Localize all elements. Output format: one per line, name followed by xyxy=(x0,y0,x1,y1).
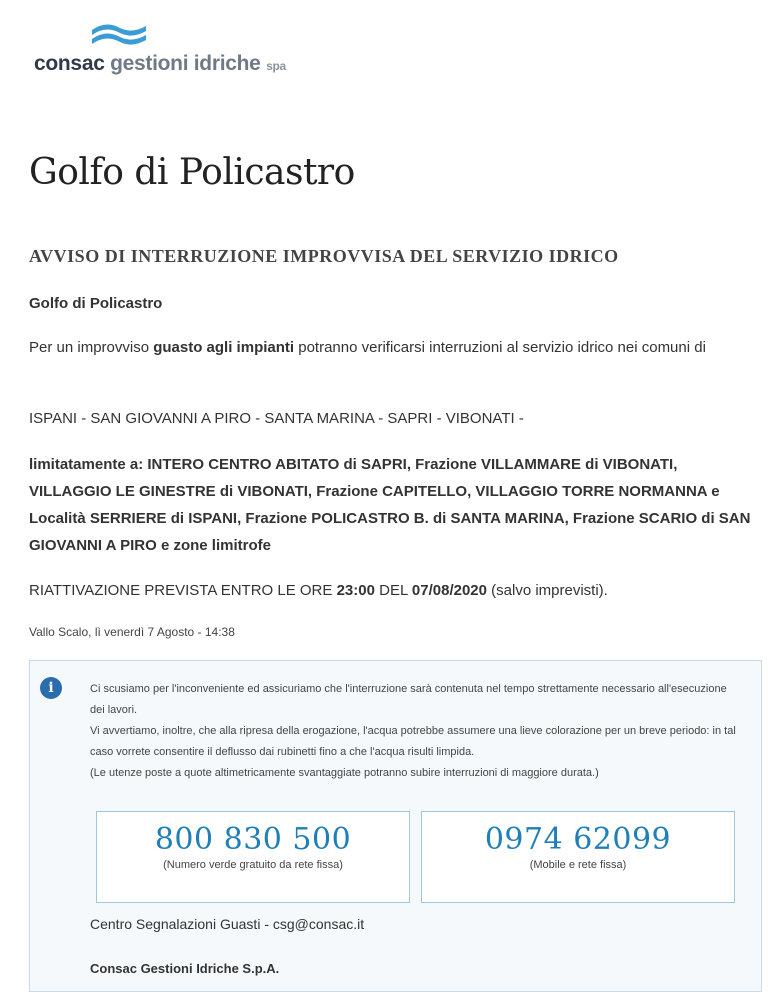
logo-text-consac: consac xyxy=(34,52,105,75)
dateline: Vallo Scalo, lì venerdì 7 Agosto - 14:38 xyxy=(29,625,235,639)
logo-text-spa: spa xyxy=(266,59,286,73)
logo-text-gestioni: gestioni idriche xyxy=(110,52,261,75)
intro-text-1: Per un improvviso xyxy=(29,339,154,356)
phone-caption-toll-free: (Numero verde gratuito da rete fissa) xyxy=(163,859,343,871)
info-text xyxy=(90,679,740,784)
phone-box-mobile[interactable] xyxy=(421,811,735,903)
logo-wordmark xyxy=(34,52,286,76)
notice-heading: AVVISO DI INTERRUZIONE IMPROVVISA DEL SERVIZIO IDRICO xyxy=(29,246,619,266)
info-box xyxy=(29,660,762,992)
page-title: Golfo di Policastro xyxy=(29,152,355,193)
info-line-3: (Le utenze poste a quote altimetricamente svantaggiate potranno subire interruzioni di maggiore durata.) xyxy=(90,767,599,779)
reactivation-text-1: RIATTIVAZIONE PREVISTA ENTRO LE ORE xyxy=(29,582,337,599)
reactivation-notice xyxy=(29,578,608,603)
intro-text-2: potranno verificarsi interruzioni al servizio idrico nei comuni di xyxy=(294,339,706,356)
info-icon: i xyxy=(40,677,62,699)
phone-number-mobile[interactable]: 0974 62099 xyxy=(484,822,672,857)
phone-number-toll-free[interactable]: 800 830 500 xyxy=(154,822,352,857)
info-line-2: Vi avvertiamo, inoltre, che alla ripresa della erogazione, l'acqua potrebbe assumere una lieve colorazione per un breve periodo: in tal caso vorrete consentire il deflusso dai rubinetti fino a che l'acqua risulti limpida. xyxy=(90,725,736,758)
limited-areas: limitatamente a: INTERO CENTRO ABITATO di SAPRI, Frazione VILLAMMARE di VIBONATI, VILLAGGIO LE GINESTRE di VIBONATI, Frazione CAPITELLO, VILLAGGIO TORRE NORMANNA e Località SERRIERE di ISPANI, Frazione POLICASTRO B. di SANTA MARINA, Frazione SCARIO di SAN GIOVANNI A PIRO e zone limitrofe xyxy=(29,456,751,554)
reactivation-date: 07/08/2020 xyxy=(411,582,487,599)
section-title: Golfo di Policastro xyxy=(29,295,163,312)
reactivation-text-3: (salvo imprevisti). xyxy=(486,582,608,599)
intro-paragraph xyxy=(29,335,729,360)
waves-icon xyxy=(90,22,148,48)
phone-box-toll-free[interactable] xyxy=(96,811,410,903)
intro-bold: guasto agli impianti xyxy=(153,339,295,356)
phone-caption-mobile: (Mobile e rete fissa) xyxy=(529,859,627,871)
fault-report-contact[interactable]: Centro Segnalazioni Guasti - csg@consac.it xyxy=(90,916,365,932)
info-line-1: Ci scusiamo per l'inconveniente ed assicuriamo che l'interruzione sarà contenuta nel tempo strettamente necessario all'esecuzione dei lavori. xyxy=(90,683,727,716)
company-name: Consac Gestioni Idriche S.p.A. xyxy=(90,961,280,976)
reactivation-time: 23:00 xyxy=(336,582,375,599)
towns-list: ISPANI - SAN GIOVANNI A PIRO - SANTA MARINA - SAPRI - VIBONATI - xyxy=(29,410,524,427)
company-logo[interactable] xyxy=(34,22,354,82)
reactivation-text-2: DEL xyxy=(374,582,412,599)
